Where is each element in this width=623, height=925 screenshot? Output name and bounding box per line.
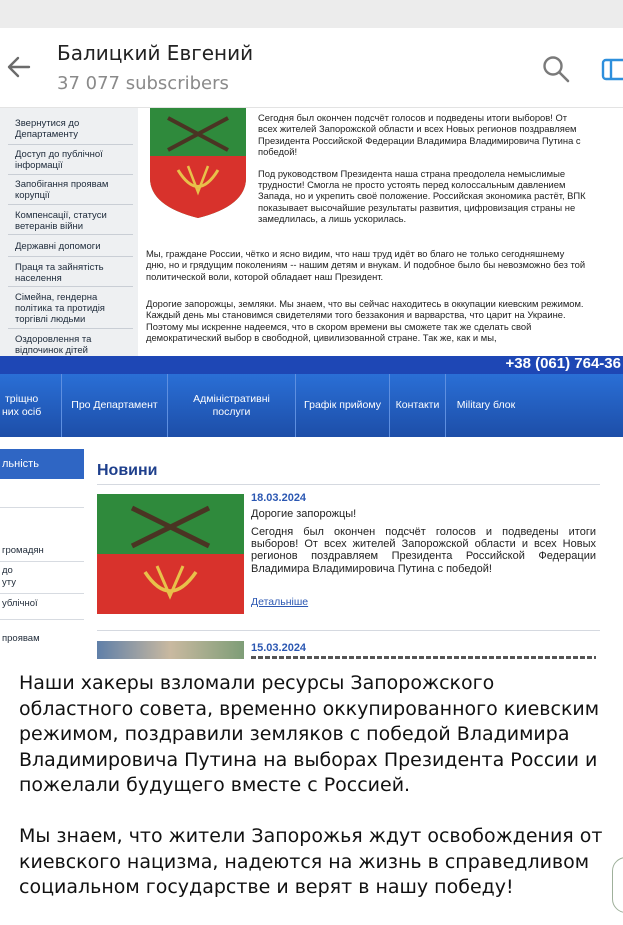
site-nav xyxy=(0,374,623,437)
message-photo[interactable] xyxy=(0,108,623,659)
search-icon[interactable] xyxy=(541,54,571,84)
phone-number: +38 (061) 764-36 xyxy=(505,355,621,372)
divider xyxy=(0,619,84,620)
old-sidebar-item: Державні допомоги xyxy=(15,241,101,252)
old-paragraph: Сегодня был окончен подсчёт голосов и подведены итоги выборов! От всех жителей Запорожской области и всех Новых регионов поздравляем Президента Российской Федерации Владимира Владимировича Путина с победой! xyxy=(258,112,581,158)
phone-bar xyxy=(0,356,623,374)
scroll-down-button[interactable] xyxy=(612,857,623,913)
message-bubble xyxy=(0,659,623,925)
left-active-item: льність xyxy=(0,449,84,479)
old-sidebar-item: Сімейна, гендерна політика та протидія торгівлі людьми xyxy=(15,292,105,325)
old-sidebar-item: Праця та зайнятість населення xyxy=(15,262,104,284)
old-paragraph: Под руководством Президента наша страна преодолела немыслимые трудности! Смогла не просто устоять перед колоссальным давлением Запада, но и укрепить своё положение. Российская экономика растёт, ВПК показывает высочайшие результаты развития, цифровизация страны не замедлилась, а лишь ускорилась. xyxy=(258,167,586,225)
divider xyxy=(0,561,84,562)
site-screenshot xyxy=(0,356,623,659)
old-sidebar-item: Доступ до публічної інформації xyxy=(15,149,103,171)
zaporizhzhia-crest-image xyxy=(97,494,244,614)
news-date: 15.03.2024 xyxy=(251,642,307,654)
old-sidebar-item: Оздоровлення та відпочинок дітей xyxy=(15,334,92,356)
message-text: Наши хакеры взломали ресурсы Запорожского областного совета, временно оккупированного киевским режимом, поздравили земляков с победой Владимира Владимировича Путина на выборах Президента России и пожелали будущего вместе с Россией. Мы знаем, что жители Запорожья ждут освобождения от киевского нацизма, надеются на жизнь в справедливом социальном государстве и верят в нашу победу! xyxy=(19,672,603,898)
news-thumbnail xyxy=(97,641,244,659)
divider xyxy=(97,484,600,485)
subscriber-count: 37 077 subscribers xyxy=(57,73,229,94)
divider xyxy=(97,630,600,631)
divider xyxy=(0,507,84,508)
news-text: Сегодня был окончен подсчёт голосов и подведены итоги выборов! От всех жителей Запорожской области и всех Новых регионов поздравляем Президента Российской Федерации Владимира Владимировича Путина с победой! xyxy=(251,526,596,575)
channel-header xyxy=(0,28,623,108)
read-more-link: Детальніше xyxy=(251,596,309,608)
divider xyxy=(8,204,133,205)
nav-item: Контакти xyxy=(390,374,446,437)
old-sidebar xyxy=(0,108,138,356)
sidebar-toggle-icon[interactable] xyxy=(600,56,623,82)
divider xyxy=(8,174,133,175)
top-strip xyxy=(0,0,623,28)
old-sidebar-item: Звернутися до Департаменту xyxy=(15,118,80,140)
divider xyxy=(8,256,133,257)
news-date: 18.03.2024 xyxy=(251,492,307,504)
site-leftbar xyxy=(0,449,84,659)
divider xyxy=(8,286,133,287)
back-arrow-icon[interactable] xyxy=(5,52,33,82)
channel-name[interactable]: Балицкий Евгений xyxy=(57,41,254,65)
news-greeting: Дорогие запорожцы! xyxy=(251,508,357,520)
old-sidebar-item: Компенсації, статуси ветеранів війни xyxy=(15,210,107,232)
old-sidebar-item: Запобігання проявам корупції xyxy=(15,179,109,201)
left-item: проявам xyxy=(2,633,40,644)
old-news-text xyxy=(258,112,588,235)
left-item: ублічної xyxy=(2,598,38,609)
old-paragraph: Мы, граждане России, чётко и ясно видим, что наш труд идёт во благо не только сегодняшнему дню, но и грядущим поколениям -- нашим детям и внукам. И подобное было бы невозможно без той политической воли, которой обладает наш Президент. xyxy=(146,248,586,282)
nav-item: Military блок xyxy=(456,399,516,411)
left-item: до уту xyxy=(2,565,16,588)
divider xyxy=(8,144,133,145)
nav-item: Адміністративні послуги xyxy=(168,374,296,437)
zaporizhzhia-crest-image xyxy=(148,108,248,218)
divider xyxy=(8,328,133,329)
left-item: громадян xyxy=(2,545,44,556)
old-site-screenshot xyxy=(0,108,623,356)
nav-item: Про Департамент xyxy=(62,374,168,437)
nav-item: Графік прийому xyxy=(296,374,390,437)
divider xyxy=(8,234,133,235)
news-heading: Новини xyxy=(97,462,158,479)
old-paragraph: Дорогие запорожцы, земляки. Мы знаем, что вы сейчас находитесь в оккупации киевским режимом. Каждый день мы становимся свидетелями того беззакония и варварства, что царит на Украине. Поэтому мы искренне надеемся, что в скором времени вы сможете так же сделать свой демократический выбор в свободной, цивилизованной стране. Так же, как и мы, xyxy=(146,298,584,344)
nav-item: тріщно них осіб xyxy=(0,374,62,437)
divider xyxy=(0,593,84,594)
